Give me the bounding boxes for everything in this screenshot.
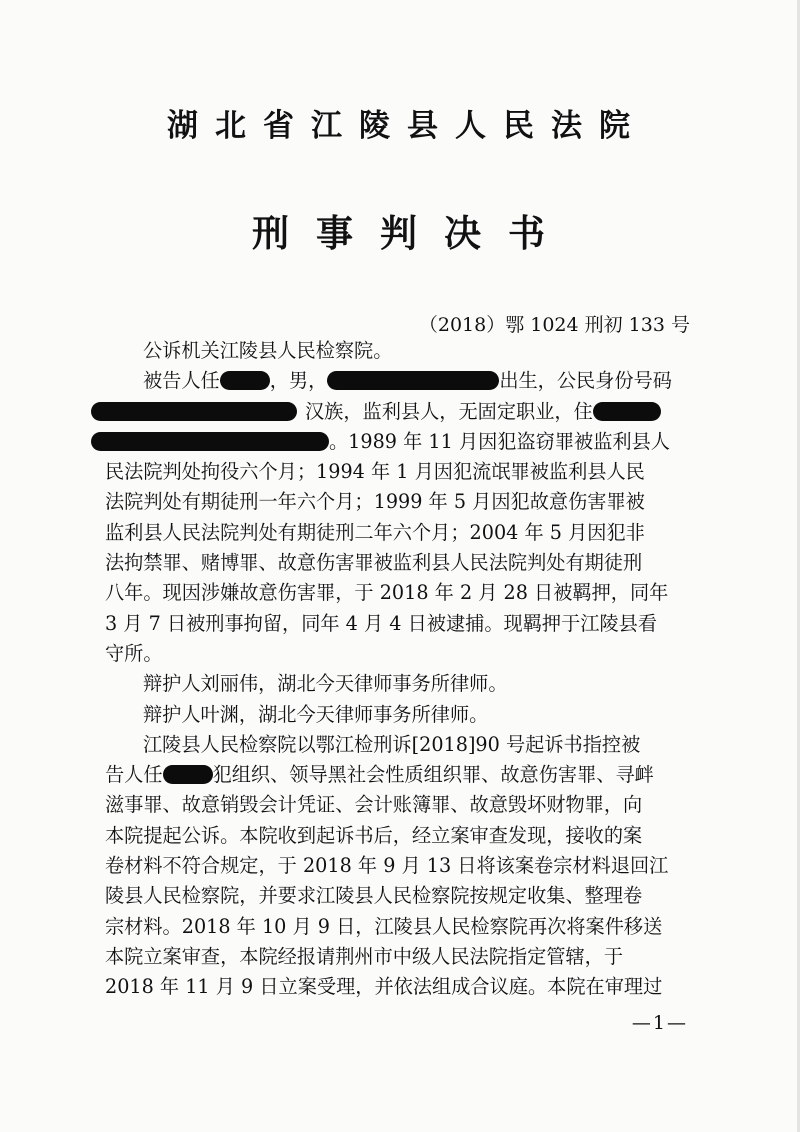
text-line: 宗材料。2018 年 10 月 9 日，江陵县人民检察院再次将案件移送 <box>105 914 663 938</box>
page-number: —1— <box>631 1012 688 1034</box>
text-line: 本院提起公诉。本院收到起诉书后，经立案审查发现，接收的案 <box>105 823 643 847</box>
text-line: 八年。现因涉嫌故意伤害罪，于 2018 年 2 月 28 日被羁押，同年 <box>105 581 669 605</box>
text-segment: 出生，公民身份号码 <box>499 369 672 393</box>
text-segment: 汉族，监利县人，无固定职业，住 <box>305 399 593 423</box>
redaction-block <box>91 402 297 421</box>
text-line: 辩护人叶渊，湖北今天律师事务所律师。 <box>143 702 489 726</box>
text-line <box>105 397 695 427</box>
redaction-block <box>327 371 499 390</box>
text-line: 监利县人民法院判处有期徒刑二年六个月；2004 年 5 月因犯非 <box>105 520 645 544</box>
text-line: 2018 年 11 月 9 日立案受理，并依法组成合议庭。本院在审理过 <box>105 975 663 999</box>
text-line <box>105 760 695 790</box>
court-name-heading: 湖北省江陵县人民法院 <box>167 108 647 144</box>
text-segment: 。1989 年 11 月因犯盗窃罪被监利县人 <box>329 429 670 453</box>
text-line: 守所。 <box>105 641 163 665</box>
text-segment: ，男， <box>269 369 328 393</box>
text-line: 辩护人刘丽伟，湖北今天律师事务所律师。 <box>143 672 508 696</box>
text-line: 本院立案审查，本院经报请荆州市中级人民法院指定管辖，于 <box>105 944 624 968</box>
redaction-block <box>91 432 329 451</box>
text-line: 公诉机关江陵县人民检察院。 <box>143 339 393 362</box>
text-line: 卷材料不符合规定，于 2018 年 9 月 13 日将该案卷宗材料退回江 <box>105 854 669 878</box>
redaction-block <box>593 402 661 421</box>
text-segment: 犯组织、领导黑社会性质组织罪、故意伤害罪、寻衅 <box>212 763 654 787</box>
text-line: 滋事罪、故意销毁会计凭证、会计账簿罪、故意毁坏财物罪，向 <box>105 793 643 817</box>
text-segment: 被告人任 <box>143 369 220 393</box>
redaction-block <box>163 765 213 784</box>
text-line: 法院判处有期徒刑一年六个月；1999 年 5 月因犯故意伤害罪被 <box>105 490 645 514</box>
text-line <box>105 427 695 457</box>
text-line: 法拘禁罪、赌博罪、故意伤害罪被监利县人民法院判处有期徒刑 <box>105 551 643 575</box>
document-type-title: 刑事判决书 <box>252 211 572 255</box>
text-line: 陵县人民检察院，并要求江陵县人民检察院按规定收集、整理卷 <box>105 884 643 908</box>
text-line: 江陵县人民检察院以鄂江检刑诉[2018]90 号起诉书指控被 <box>143 732 641 756</box>
text-line: 3 月 7 日被刑事拘留，同年 4 月 4 日被逮捕。现羁押于江陵县看 <box>105 611 658 635</box>
text-line <box>105 366 695 396</box>
text-line: 民法院判处拘役六个月；1994 年 1 月因犯流氓罪被监利县人民 <box>105 460 645 484</box>
text-segment: 告人任 <box>105 763 163 787</box>
redaction-block <box>220 371 270 390</box>
case-number: （2018）鄂 1024 刑初 133 号 <box>418 314 690 336</box>
judgment-body <box>105 336 695 1003</box>
